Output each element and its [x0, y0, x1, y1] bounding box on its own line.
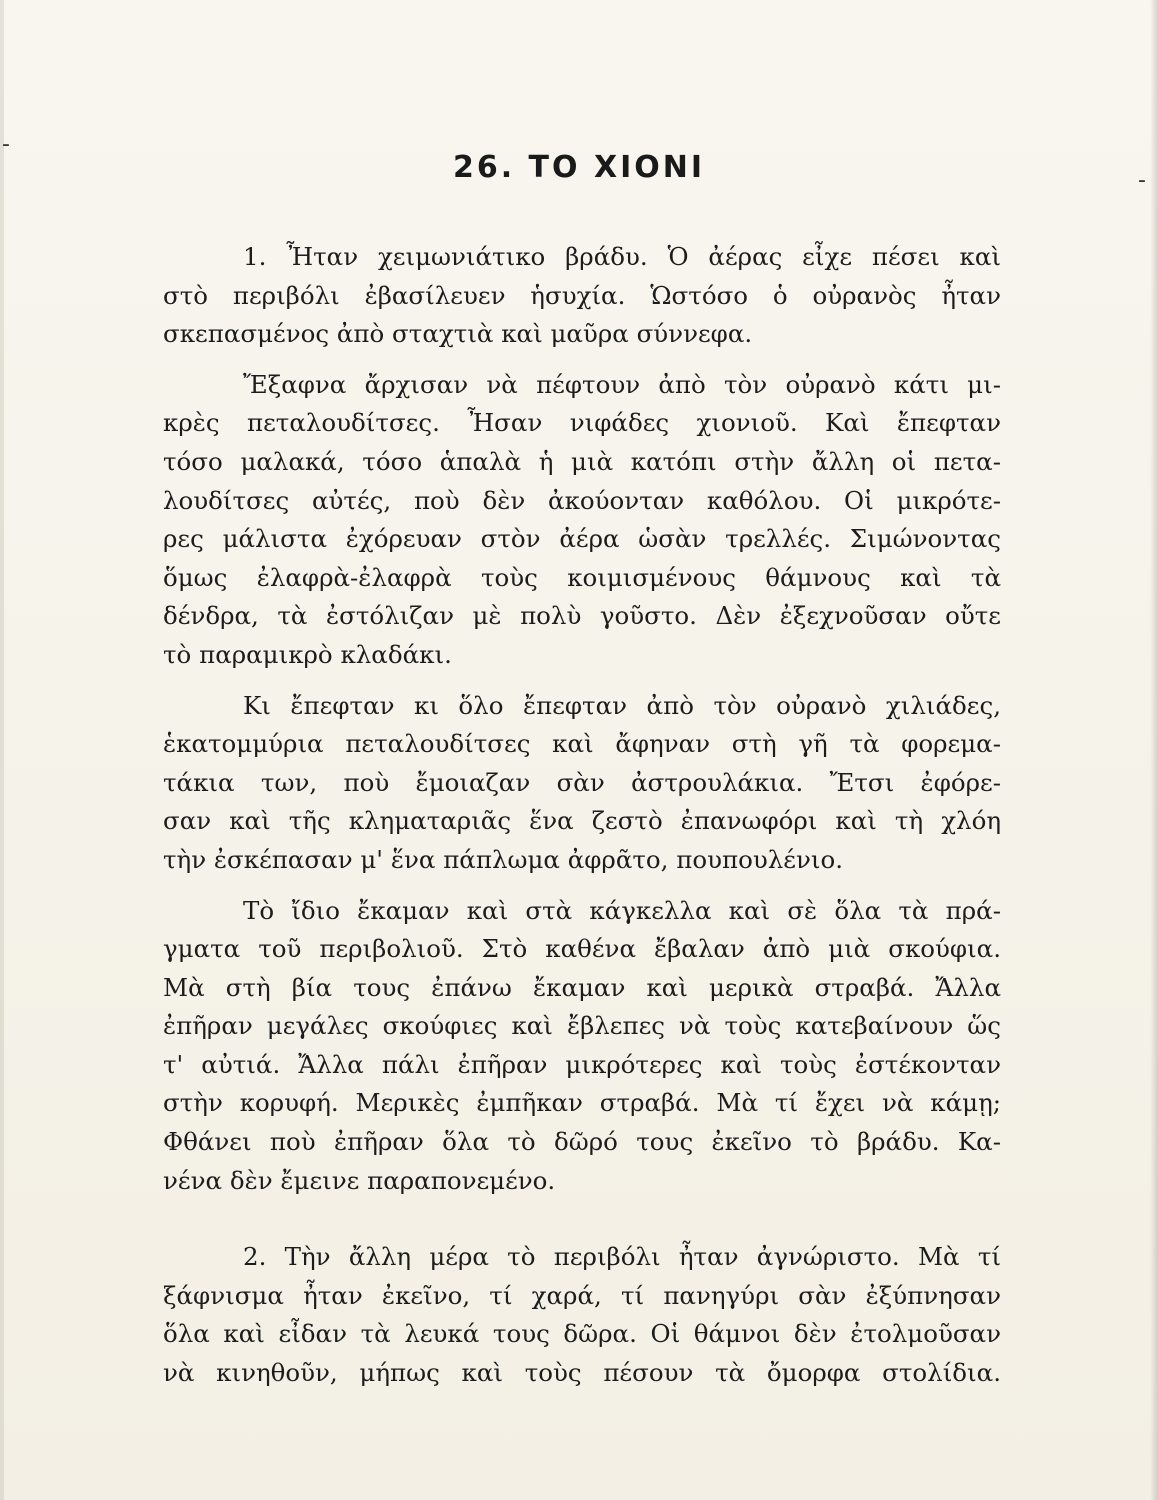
text-line: σαν καὶ τῆς κληματαριᾶς ἕνα ζεστὸ ἐπανωφόρι καὶ τὴ χλόη [163, 806, 1001, 836]
text-line: γματα τοῦ περιβολιοῦ. Στὸ καθένα ἔβαλαν ἀπὸ μιὰ σκούφια. [163, 934, 1001, 964]
text-line: τόσο μαλακά, τόσο ἁπαλὰ ἡ μιὰ κατόπι στὴν ἄλλη οἱ πετα- [163, 446, 1001, 476]
text-line: 2. Τὴν ἄλλη μέρα τὸ περιβόλι ἦταν ἀγνώριστο. Μὰ τί [243, 1242, 1001, 1272]
text-line: τ' αὐτιά. Ἄλλα πάλι ἐπῆραν μικρότερες καὶ τοὺς ἐστέκονταν [163, 1049, 1001, 1079]
text-line: νένα δὲν ἔμεινε παραπονεμένο. [163, 1165, 556, 1195]
text-line: ὅμως ἐλαφρὰ-ἐλαφρὰ τοὺς κοιμισμένους θάμνους καὶ τὰ [163, 562, 1001, 592]
text-line: Φθάνει ποὺ ἐπῆραν ὅλα τὸ δῶρό τους ἐκεῖνο τὸ βράδυ. Κα- [163, 1127, 1001, 1157]
paragraph-2 [163, 366, 1001, 675]
text-line: ὅλα καὶ εἶδαν τὰ λευκά τους δῶρα. Οἱ θάμνοι δὲν ἐτολμοῦσαν [163, 1319, 1001, 1349]
paragraph-5 [163, 1238, 1001, 1392]
text-line: δένδρα, τὰ ἐστόλιζαν μὲ πολὺ γοῦστο. Δὲν ἐξεχνοῦσαν οὔτε [163, 601, 1001, 631]
text-line: Ἔξαφνα ἄρχισαν νὰ πέφτουν ἀπὸ τὸν οὐρανὸ κάτι μι- [243, 369, 1001, 399]
chapter-title: 26. ΤΟ ΧΙΟΝΙ [452, 150, 706, 185]
text-line: τάκια των, ποὺ ἔμοιαζαν σὰν ἀστρουλάκια. Ἔτσι ἐφόρε- [163, 767, 1001, 797]
text-line: τὸ παραμικρὸ κλαδάκι. [163, 639, 452, 669]
paragraph-4 [163, 892, 1001, 1201]
text-line: ἐπῆραν μεγάλες σκούφιες καὶ ἔβλεπες νὰ τοὺς κατεβαίνουν ὥς [163, 1011, 1001, 1041]
text-line: ξάφνισμα ἦταν ἐκεῖνο, τί χαρά, τί πανηγύρι σὰν ἐξύπνησαν [163, 1280, 1001, 1310]
text-line: στὸ περιβόλι ἐβασίλευεν ἡσυχία. Ὡστόσο ὁ οὐρανὸς ἦταν [163, 280, 1001, 310]
text-line: σκεπασμένος ἀπὸ σταχτιὰ καὶ μαῦρα σύννεφα. [163, 319, 753, 349]
text-line: λουδίτσες αὐτές, ποὺ δὲν ἀκούονταν καθόλου. Οἱ μικρότε- [163, 485, 1001, 515]
paragraph-3 [163, 687, 1001, 880]
text-line: τὴν ἐσκέπασαν μ' ἕνα πάπλωμα ἀφρᾶτο, πουπουλένιο. [163, 844, 843, 874]
text-line: κρὲς πεταλουδίτσες. Ἦσαν νιφάδες χιονιοῦ. Καὶ ἔπεφταν [163, 408, 1001, 438]
text-line: Κι ἔπεφταν κι ὅλο ἔπεφταν ἀπὸ τὸν οὐρανὸ χιλιάδες, [243, 690, 1001, 720]
text-line: Μὰ στὴ βία τους ἐπάνω ἔκαμαν καὶ μερικὰ στραβά. Ἄλλα [163, 972, 1001, 1002]
text-line: ἑκατομμύρια πεταλουδίτσες καὶ ἄφηναν στὴ γῆ τὰ φορεμα- [163, 729, 1001, 759]
story-text [163, 238, 1001, 1393]
page-left-edge [0, 0, 4, 1500]
text-line: Τὸ ἴδιο ἔκαμαν καὶ στὰ κάγκελλα καὶ σὲ ὅλα τὰ πρά- [243, 895, 1001, 925]
margin-mark-left: ‐ [2, 132, 10, 157]
text-line: στὴν κορυφή. Μερικὲς ἐμπῆκαν στραβά. Μὰ τί ἔχει νὰ κάμῃ; [163, 1088, 1001, 1118]
text-line: ρες μάλιστα ἐχόρευαν στὸν ἀέρα ὡσὰν τρελλές. Σιμώνοντας [163, 524, 1001, 554]
paragraph-1 [163, 238, 1001, 354]
text-line: 1. Ἦταν χειμωνιάτικο βράδυ. Ὁ ἀέρας εἶχε πέσει καὶ [243, 242, 1001, 271]
margin-mark-right: ‐ [1138, 168, 1146, 193]
text-line: νὰ κινηθοῦν, μήπως καὶ τοὺς πέσουν τὰ ὄμορφα στολίδια. [163, 1358, 1001, 1388]
page-right-edge [1150, 0, 1158, 1500]
